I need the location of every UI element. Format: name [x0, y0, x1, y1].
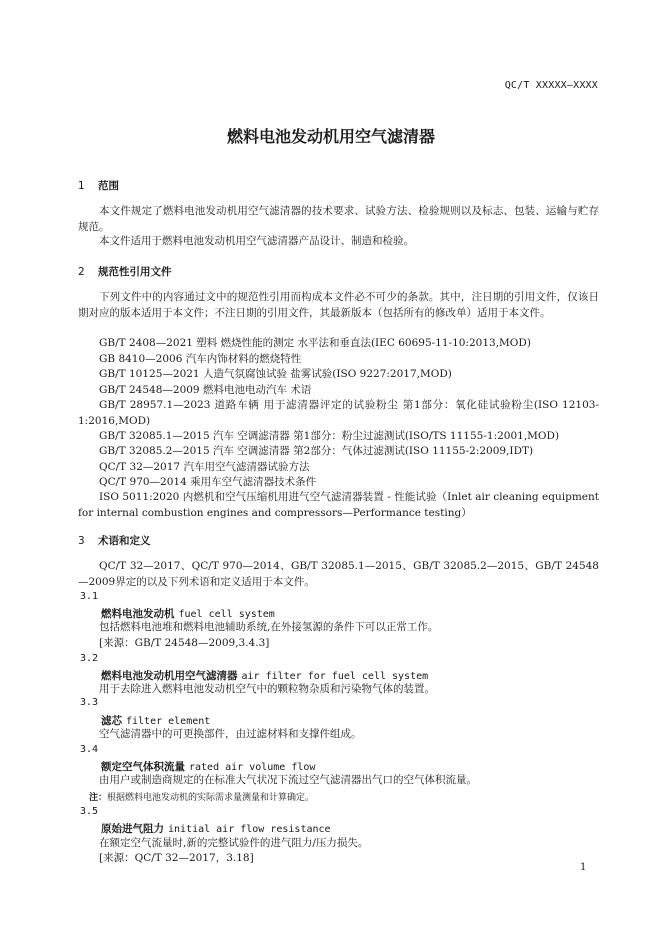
- section-number: 1: [78, 180, 85, 192]
- reference-item: QC/T 970—2014 乘用车空气滤清器技术条件: [99, 476, 317, 488]
- term-name-zh: 额定空气体积流量: [101, 761, 185, 773]
- section-heading-normative-references: [78, 264, 172, 279]
- term-title: [101, 759, 315, 774]
- section-title: 规范性引用文件: [98, 266, 172, 278]
- term-number: 3.1: [80, 591, 99, 602]
- section-heading-scope: [78, 178, 119, 193]
- term-number: 3.4: [80, 744, 99, 755]
- reference-item: GB/T 28957.1—2023 道路车辆 用于滤清器评定的试验粉尘 第1部分：氧化硅试验粉尘(ISO 12103-1:2016,MOD): [78, 399, 599, 427]
- note-label: 注：: [89, 793, 108, 803]
- term-source: [来源：GB/T 24548—2009,3.4.3]: [99, 637, 270, 649]
- term-definition: 用于去除进入燃料电池发动机空气中的颗粒物杂质和污染物气体的装置。: [99, 683, 435, 695]
- term-number: 3.2: [80, 653, 99, 664]
- section-heading-terms: [78, 533, 151, 548]
- terms-intro: QC/T 32—2017、QC/T 970—2014、GB/T 32085.1—2015、GB/T 32085.2—2015、GB/T 24548—2009界定的以及下列术语和定义适用于本文件。: [78, 560, 599, 588]
- section-number: 2: [78, 266, 85, 278]
- term-name-en: rated air volume flow: [189, 762, 316, 773]
- page-number: 1: [580, 862, 587, 873]
- term-definition: 空气滤清器中的可更换部件，由过滤材料和支撑件组成。: [99, 728, 362, 740]
- term-note: [89, 790, 314, 803]
- reference-item: GB/T 32085.1—2015 汽车 空调滤清器 第1部分：粉尘过滤测试(ISO/TS 11155-1:2001,MOD): [99, 430, 560, 442]
- term-name-zh: 滤芯: [101, 715, 122, 727]
- section-title: 术语和定义: [98, 535, 151, 547]
- term-name-en: filter element: [126, 716, 211, 727]
- reference-item: GB/T 2408—2021 塑料 燃烧性能的测定 水平法和垂直法(IEC 60695-11-10:2013,MOD): [99, 337, 531, 349]
- term-name-en: initial air flow resistance: [168, 824, 331, 835]
- term-number: 3.5: [80, 806, 99, 817]
- references-intro: 下列文件中的内容通过文中的规范性引用而构成本文件必不可少的条款。其中，注日期的引用文件，仅该日期对应的版本适用于本文件；不注日期的引用文件，其最新版本（包括所有的修改单）适用于本文件。: [78, 291, 599, 319]
- reference-item: GB 8410—2006 汽车内饰材料的燃烧特性: [99, 353, 302, 365]
- term-name-en: air filter for fuel cell system: [241, 671, 429, 682]
- term-title: [101, 668, 428, 683]
- reference-item: GB/T 24548—2009 燃料电池电动汽车 术语: [99, 384, 312, 396]
- term-definition: 在额定空气流量时,新的完整试验件的进气阻力/压力损失。: [99, 837, 369, 849]
- term-definition: 包括燃料电池堆和燃料电池辅助系统,在外接氢源的条件下可以正常工作。: [99, 621, 439, 633]
- reference-item: GB/T 32085.2—2015 汽车 空调滤清器 第2部分：气体过滤测试(ISO 11155-2:2009,IDT): [99, 445, 534, 457]
- term-title: [101, 713, 210, 728]
- term-name-zh: 燃料电池发动机: [101, 608, 175, 620]
- reference-item: ISO 5011:2020 内燃机和空气压缩机用进气空气滤清器装置 - 性能试验（Inlet air cleaning equipment for internal combustion engines and compressors—Performance testing）: [78, 491, 599, 519]
- term-title: [101, 821, 331, 836]
- term-source: [来源：QC/T 32—2017，3.18]: [99, 852, 254, 864]
- reference-item: QC/T 32—2017 汽车用空气滤清器试验方法: [99, 461, 310, 473]
- term-title: [101, 606, 275, 621]
- term-name-zh: 燃料电池发动机用空气滤清器: [101, 670, 238, 682]
- reference-item: GB/T 10125—2021 人造气氛腐蚀试验 盐雾试验(ISO 9227:2017,MOD): [99, 368, 452, 380]
- term-definition: 由用户或制造商规定的在标准大气状况下流过空气滤清器出气口的空气体积流量。: [99, 774, 477, 786]
- section-title: 范围: [98, 180, 119, 192]
- term-name-en: fuel cell system: [178, 609, 275, 620]
- section-number: 3: [78, 535, 85, 547]
- scope-paragraph-1: 本文件规定了燃料电池发动机用空气滤清器的技术要求、试验方法、检验规则以及标志、包装、运输与贮存规范。: [78, 205, 599, 233]
- term-name-zh: 原始进气阻力: [101, 823, 164, 835]
- standard-number: QC/T XXXXX—XXXX: [504, 80, 598, 91]
- scope-paragraph-2: 本文件适用于燃料电池发动机用空气滤清器产品设计、制造和检验。: [99, 235, 414, 247]
- document-title: 燃料电池发动机用空气滤清器: [226, 127, 435, 146]
- term-number: 3.3: [80, 697, 99, 708]
- note-text: 根据燃料电池发动机的实际需求量测量和计算确定。: [107, 793, 315, 803]
